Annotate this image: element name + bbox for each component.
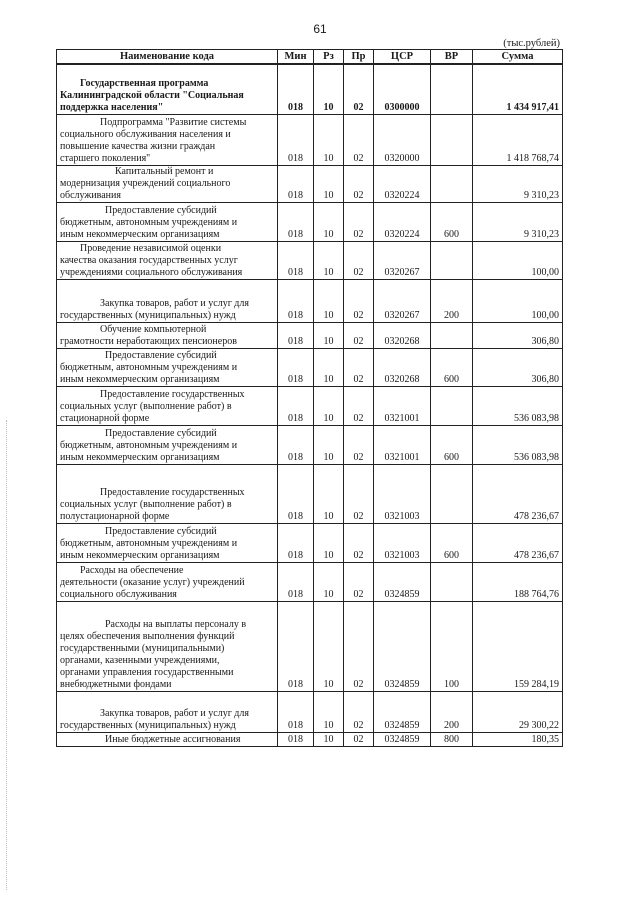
- cell-min: 018: [278, 523, 314, 562]
- row-name: [57, 425, 278, 464]
- cell-min: 018: [278, 114, 314, 165]
- cell-min: 018: [278, 601, 314, 691]
- row-name-line: Предоставление субсидий: [105, 349, 217, 361]
- cell-vr: 600: [431, 202, 473, 241]
- cell-pr: 02: [344, 732, 374, 746]
- page-number: 61: [313, 22, 327, 36]
- row-name-line: грамотности неработающих пенсионеров: [60, 335, 237, 347]
- cell-rz: 10: [314, 425, 344, 464]
- cell-pr: 02: [344, 202, 374, 241]
- table-row: [57, 523, 563, 562]
- row-name-line: Иные бюджетные ассигнования: [105, 733, 241, 745]
- row-name-line: качества оказания государственных услуг: [60, 254, 238, 266]
- table-row: [57, 322, 563, 348]
- cell-pr: 02: [344, 322, 374, 348]
- table-row: [57, 464, 563, 523]
- row-name-line: бюджетным, автономным учреждениям и: [60, 439, 238, 451]
- row-name-line: полустационарной форме: [60, 510, 170, 522]
- row-name-line: иным некоммерческим организациям: [60, 451, 220, 463]
- row-name: [57, 348, 278, 386]
- cell-rz: 10: [314, 322, 344, 348]
- cell-csr: 0324859: [374, 732, 431, 746]
- cell-rz: 10: [314, 523, 344, 562]
- header-pr: Пр: [344, 50, 374, 65]
- cell-vr: [431, 114, 473, 165]
- row-name: [57, 386, 278, 425]
- row-name-line: государственных (муниципальных) нужд: [60, 309, 236, 321]
- table-row: [57, 279, 563, 322]
- table-row: [57, 562, 563, 601]
- row-name-line: социального обслуживания: [60, 588, 177, 600]
- cell-csr: 0320224: [374, 202, 431, 241]
- cell-rz: 10: [314, 562, 344, 601]
- table-row: [57, 202, 563, 241]
- cell-vr: 600: [431, 348, 473, 386]
- row-name-line: социальных услуг (выполнение работ) в: [60, 498, 232, 510]
- row-name-line: органами управления государственными: [60, 666, 234, 678]
- row-name-line: иным некоммерческим организациям: [60, 228, 220, 240]
- cell-sum: 536 083,98: [473, 425, 563, 464]
- cell-csr: 0300000: [374, 64, 431, 114]
- table-row: [57, 241, 563, 279]
- row-name-line: Обучение компьютерной: [100, 323, 207, 335]
- table-header-row: [57, 50, 563, 65]
- header-sum: Сумма: [473, 50, 563, 65]
- row-name-line: бюджетным, автономным учреждениям и: [60, 537, 238, 549]
- cell-pr: 02: [344, 165, 374, 202]
- cell-pr: 02: [344, 601, 374, 691]
- header-csr: ЦСР: [374, 50, 431, 65]
- cell-vr: 200: [431, 279, 473, 322]
- row-name-line: Предоставление государственных: [100, 486, 245, 498]
- cell-vr: [431, 165, 473, 202]
- row-name-line: бюджетным, автономным учреждениям и: [60, 216, 238, 228]
- cell-vr: [431, 464, 473, 523]
- row-name-line: внебюджетными фондами: [60, 678, 172, 690]
- table-row: [57, 386, 563, 425]
- cell-csr: 0321001: [374, 425, 431, 464]
- cell-rz: 10: [314, 114, 344, 165]
- cell-csr: 0320268: [374, 348, 431, 386]
- cell-rz: 10: [314, 348, 344, 386]
- row-name-line: старшего поколения": [60, 152, 151, 164]
- table-row: [57, 114, 563, 165]
- cell-rz: 10: [314, 279, 344, 322]
- row-name-line: социального обслуживания населения и: [60, 128, 231, 140]
- cell-sum: 536 083,98: [473, 386, 563, 425]
- row-name-line: государственных (муниципальных) нужд: [60, 719, 236, 731]
- cell-sum: 100,00: [473, 241, 563, 279]
- cell-sum: 29 300,22: [473, 691, 563, 732]
- cell-sum: 100,00: [473, 279, 563, 322]
- cell-sum: 180,35: [473, 732, 563, 746]
- row-name: [57, 691, 278, 732]
- row-name-line: государственными (муниципальными): [60, 642, 225, 654]
- cell-sum: 1 418 768,74: [473, 114, 563, 165]
- cell-csr: 0321003: [374, 464, 431, 523]
- header-min: Мин: [278, 50, 314, 65]
- row-name-line: бюджетным, автономным учреждениям и: [60, 361, 238, 373]
- cell-min: 018: [278, 732, 314, 746]
- row-name-line: модернизация учреждений социального: [60, 177, 231, 189]
- cell-pr: 02: [344, 64, 374, 114]
- row-name-line: Предоставление государственных: [100, 388, 245, 400]
- cell-min: 018: [278, 348, 314, 386]
- row-name: [57, 464, 278, 523]
- cell-csr: 0320000: [374, 114, 431, 165]
- cell-csr: 0320267: [374, 241, 431, 279]
- cell-csr: 0324859: [374, 601, 431, 691]
- cell-rz: 10: [314, 464, 344, 523]
- cell-vr: [431, 64, 473, 114]
- table-row: [57, 64, 563, 114]
- cell-vr: [431, 322, 473, 348]
- row-name-line: учреждениями социального обслуживания: [60, 266, 243, 278]
- row-name-line: органами, казенными учреждениями,: [60, 654, 220, 666]
- row-name-line: Расходы на обеспечение: [80, 564, 184, 576]
- table-row: [57, 732, 563, 746]
- cell-min: 018: [278, 279, 314, 322]
- row-name-line: Подпрограмма "Развитие системы: [100, 116, 247, 128]
- cell-vr: 600: [431, 425, 473, 464]
- row-name: [57, 202, 278, 241]
- cell-pr: 02: [344, 114, 374, 165]
- cell-rz: 10: [314, 202, 344, 241]
- table-body: [57, 64, 563, 746]
- cell-sum: 188 764,76: [473, 562, 563, 601]
- cell-pr: 02: [344, 464, 374, 523]
- row-name-line: Закупка товаров, работ и услуг для: [100, 297, 249, 309]
- row-name-line: социальных услуг (выполнение работ) в: [60, 400, 232, 412]
- cell-csr: 0321001: [374, 386, 431, 425]
- cell-sum: 306,80: [473, 322, 563, 348]
- row-name: [57, 279, 278, 322]
- row-name-line: Проведение независимой оценки: [80, 242, 222, 254]
- row-name-line: целях обеспечения выполнения функций: [60, 630, 235, 642]
- cell-rz: 10: [314, 386, 344, 425]
- row-name: [57, 322, 278, 348]
- row-name-line: Государственная программа: [80, 77, 209, 89]
- cell-min: 018: [278, 464, 314, 523]
- cell-pr: 02: [344, 425, 374, 464]
- row-name: [57, 114, 278, 165]
- units-label: (тыс.рублей): [503, 38, 560, 49]
- cell-sum: 478 236,67: [473, 523, 563, 562]
- row-name: [57, 165, 278, 202]
- row-name-line: Закупка товаров, работ и услуг для: [100, 707, 249, 719]
- header-name: Наименование кода: [57, 50, 278, 65]
- cell-vr: 200: [431, 691, 473, 732]
- table-row: [57, 348, 563, 386]
- cell-csr: 0324859: [374, 562, 431, 601]
- cell-rz: 10: [314, 241, 344, 279]
- cell-min: 018: [278, 202, 314, 241]
- row-name-line: деятельности (оказание услуг) учреждений: [60, 576, 245, 588]
- cell-pr: 02: [344, 279, 374, 322]
- cell-rz: 10: [314, 601, 344, 691]
- cell-pr: 02: [344, 523, 374, 562]
- cell-min: 018: [278, 386, 314, 425]
- cell-pr: 02: [344, 386, 374, 425]
- cell-vr: 800: [431, 732, 473, 746]
- cell-csr: 0320267: [374, 279, 431, 322]
- row-name-line: стационарной форме: [60, 412, 150, 424]
- cell-vr: 600: [431, 523, 473, 562]
- cell-min: 018: [278, 691, 314, 732]
- header-vr: ВР: [431, 50, 473, 65]
- row-name: [57, 64, 278, 114]
- row-name-line: Предоставление субсидий: [105, 427, 217, 439]
- cell-rz: 10: [314, 64, 344, 114]
- cell-pr: 02: [344, 241, 374, 279]
- row-name-line: иным некоммерческим организациям: [60, 549, 220, 561]
- cell-rz: 10: [314, 732, 344, 746]
- cell-vr: [431, 386, 473, 425]
- cell-min: 018: [278, 562, 314, 601]
- row-name: [57, 601, 278, 691]
- cell-rz: 10: [314, 691, 344, 732]
- cell-sum: 478 236,67: [473, 464, 563, 523]
- cell-sum: 1 434 917,41: [473, 64, 563, 114]
- cell-csr: 0321003: [374, 523, 431, 562]
- row-name: [57, 241, 278, 279]
- row-name: [57, 562, 278, 601]
- cell-min: 018: [278, 322, 314, 348]
- row-name-line: обслуживания: [60, 189, 121, 201]
- cell-sum: 159 284,19: [473, 601, 563, 691]
- cell-sum: 9 310,23: [473, 202, 563, 241]
- table-row: [57, 165, 563, 202]
- cell-min: 018: [278, 165, 314, 202]
- cell-min: 018: [278, 64, 314, 114]
- row-name-line: Предоставление субсидий: [105, 525, 217, 537]
- table-row: [57, 425, 563, 464]
- cell-csr: 0324859: [374, 691, 431, 732]
- cell-sum: 306,80: [473, 348, 563, 386]
- cell-csr: 0320224: [374, 165, 431, 202]
- table-row: [57, 691, 563, 732]
- cell-pr: 02: [344, 348, 374, 386]
- cell-pr: 02: [344, 562, 374, 601]
- row-name-line: повышение качества жизни граждан: [60, 140, 216, 152]
- cell-rz: 10: [314, 165, 344, 202]
- row-name: [57, 523, 278, 562]
- cell-vr: [431, 562, 473, 601]
- cell-vr: [431, 241, 473, 279]
- margin-dotted-line: [6, 420, 8, 890]
- cell-csr: 0320268: [374, 322, 431, 348]
- cell-min: 018: [278, 425, 314, 464]
- row-name-line: поддержка населения": [60, 101, 164, 113]
- cell-vr: 100: [431, 601, 473, 691]
- row-name-line: Предоставление субсидий: [105, 204, 217, 216]
- budget-table: [56, 49, 563, 747]
- row-name: [57, 732, 278, 746]
- row-name-line: Капитальный ремонт и: [115, 165, 214, 177]
- header-rz: Рз: [314, 50, 344, 65]
- row-name-line: Расходы на выплаты персоналу в: [105, 618, 247, 630]
- table-row: [57, 601, 563, 691]
- cell-min: 018: [278, 241, 314, 279]
- row-name-line: иным некоммерческим организациям: [60, 373, 220, 385]
- cell-pr: 02: [344, 691, 374, 732]
- row-name-line: Калининградской области "Социальная: [60, 89, 244, 101]
- cell-sum: 9 310,23: [473, 165, 563, 202]
